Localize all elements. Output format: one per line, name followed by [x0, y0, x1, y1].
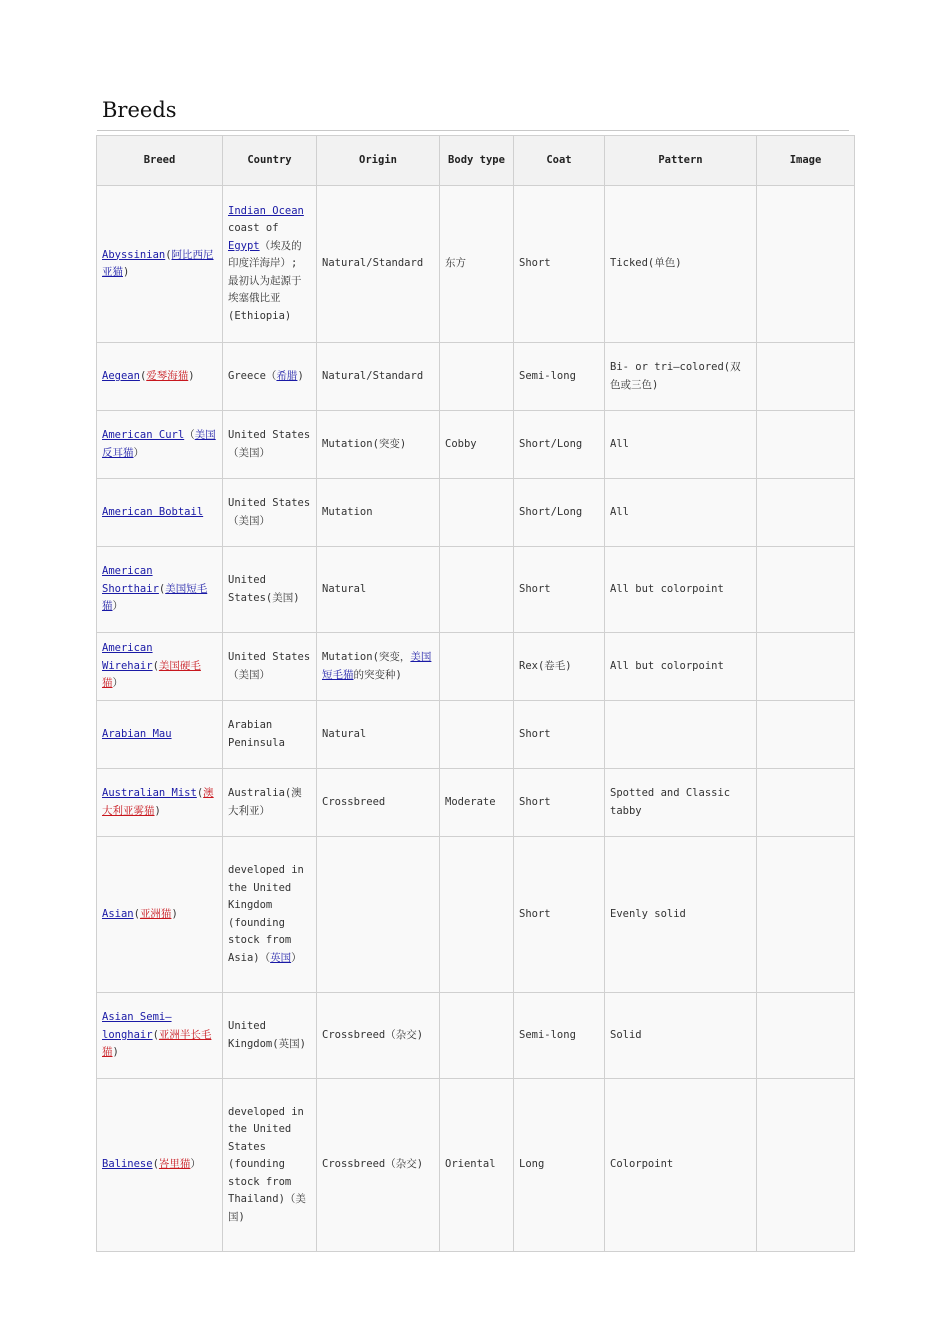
pattern-cell: Bi- or tri—colored(双色或三色)	[605, 343, 757, 411]
image-cell	[757, 633, 855, 701]
country-link[interactable]: Indian Ocean	[228, 204, 304, 217]
image-cell	[757, 547, 855, 633]
coat-cell: Long	[514, 1079, 605, 1252]
table-header-row	[97, 136, 855, 186]
country-cell: Indian Ocean coast of Egypt（埃及的印度洋海岸）; 最初认为起源于埃塞俄比亚(Ethiopia)	[223, 186, 317, 343]
table-row	[97, 837, 855, 993]
table-row	[97, 547, 855, 633]
breed-link[interactable]: American Wirehair	[102, 642, 153, 672]
origin-cell: Mutation(突变)	[317, 411, 440, 479]
breed-link[interactable]: Abyssinian	[102, 248, 166, 261]
breed-cell: American Shorthair(美国短毛猫）	[97, 547, 223, 633]
header-coat: Coat	[514, 136, 605, 186]
coat-cell: Short	[514, 769, 605, 837]
coat-cell: Short	[514, 547, 605, 633]
coat-cell: Rex(卷毛)	[514, 633, 605, 701]
origin-cell: Natural/Standard	[317, 186, 440, 343]
table-row	[97, 769, 855, 837]
body-type-cell: Moderate	[440, 769, 514, 837]
country-cell: developed in the United States (founding stock from Thailand)（美国)	[223, 1079, 317, 1252]
breed-link[interactable]: Aegean	[102, 369, 140, 382]
header-image: Image	[757, 136, 855, 186]
coat-cell: Semi-long	[514, 993, 605, 1079]
coat-cell: Short/Long	[514, 479, 605, 547]
breed-cell: Asian Semi—longhair(亚洲半长毛猫)	[97, 993, 223, 1079]
header-body-type: Body type	[440, 136, 514, 186]
breed-cell	[97, 479, 223, 547]
body-type-cell: 东方	[440, 186, 514, 343]
breed-cell: American Wirehair(美国硬毛猫）	[97, 633, 223, 701]
breed-cell: Aegean(爱琴海猫)	[97, 343, 223, 411]
table-row	[97, 701, 855, 769]
table-row	[97, 343, 855, 411]
image-cell	[757, 701, 855, 769]
breed-cn-link[interactable]: 亚洲猫	[139, 907, 172, 920]
table-row	[97, 411, 855, 479]
pattern-cell: Colorpoint	[605, 1079, 757, 1252]
origin-cell: Crossbreed	[317, 769, 440, 837]
header-breed: Breed	[97, 136, 223, 186]
breed-cn-link[interactable]: 峇里猫	[158, 1158, 191, 1171]
image-cell	[757, 343, 855, 411]
body-type-cell	[440, 633, 514, 701]
breed-cell: Abyssinian(阿比西尼亚猫)	[97, 186, 223, 343]
header-origin: Origin	[317, 136, 440, 186]
pattern-cell	[605, 701, 757, 769]
title-divider	[97, 130, 849, 131]
origin-link[interactable]: 美国短毛猫	[322, 651, 432, 681]
header-country: Country	[223, 136, 317, 186]
origin-cell: Crossbreed（杂交)	[317, 1079, 440, 1252]
breed-link[interactable]: American Curl	[102, 429, 185, 441]
header-pattern: Pattern	[605, 136, 757, 186]
country-link[interactable]: 希腊	[276, 369, 298, 382]
breed-cn-link[interactable]: 澳大利亚雾猫	[102, 787, 214, 817]
pattern-cell: Solid	[605, 993, 757, 1079]
page-title: Breeds	[102, 98, 177, 122]
breed-cell: American Curl（美国反耳猫）	[97, 411, 223, 479]
breed-link[interactable]: Asian Semi—longhair	[102, 1011, 172, 1041]
origin-cell	[317, 837, 440, 993]
country-link[interactable]: Egypt	[228, 239, 260, 252]
table-row	[97, 479, 855, 547]
origin-cell: Mutation(突变，美国短毛猫的突变种)	[317, 633, 440, 701]
table-row	[97, 1079, 855, 1252]
country-cell: United States(美国)	[223, 547, 317, 633]
coat-cell: Short/Long	[514, 411, 605, 479]
country-cell: United States（美国）	[223, 633, 317, 701]
coat-cell: Short	[514, 837, 605, 993]
body-type-cell	[440, 837, 514, 993]
pattern-cell: Ticked(单色)	[605, 186, 757, 343]
country-cell: Australia(澳大利亚）	[223, 769, 317, 837]
coat-cell: Short	[514, 701, 605, 769]
body-type-cell	[440, 701, 514, 769]
coat-cell: Short	[514, 186, 605, 343]
breeds-table	[96, 135, 855, 1252]
breed-cn-link[interactable]: 美国硬毛猫	[102, 659, 201, 690]
breed-link[interactable]: Arabian Mau	[102, 727, 172, 740]
origin-cell: Natural/Standard	[317, 343, 440, 411]
breed-cn-link[interactable]: 阿比西尼亚猫	[102, 248, 214, 278]
breed-link[interactable]: Asian	[102, 907, 134, 920]
breed-link[interactable]: Australian Mist	[102, 787, 197, 799]
pattern-cell: All but colorpoint	[605, 633, 757, 701]
table-row	[97, 993, 855, 1079]
table-row	[97, 186, 855, 343]
origin-cell: Natural	[317, 547, 440, 633]
country-cell: Arabian Peninsula	[223, 701, 317, 769]
pattern-cell: All	[605, 411, 757, 479]
country-cell: developed in the United Kingdom (founding stock from Asia)（英国）	[223, 837, 317, 993]
pattern-cell: Spotted and Classic tabby	[605, 769, 757, 837]
breed-cn-link[interactable]: 美国短毛猫	[102, 582, 208, 613]
breed-cell: Balinese(峇里猫）	[97, 1079, 223, 1252]
origin-cell: Mutation	[317, 479, 440, 547]
image-cell	[757, 993, 855, 1079]
image-cell	[757, 186, 855, 343]
origin-cell: Crossbreed（杂交)	[317, 993, 440, 1079]
body-type-cell	[440, 479, 514, 547]
breed-cn-link[interactable]: 亚洲半长毛猫	[102, 1028, 212, 1059]
breed-cell	[97, 701, 223, 769]
body-type-cell	[440, 547, 514, 633]
breed-cell: Asian(亚洲猫)	[97, 837, 223, 993]
country-cell: Greece（希腊)	[223, 343, 317, 411]
image-cell	[757, 769, 855, 837]
pattern-cell: Evenly solid	[605, 837, 757, 993]
body-type-cell: Cobby	[440, 411, 514, 479]
breed-link[interactable]: Balinese	[102, 1158, 153, 1171]
image-cell	[757, 411, 855, 479]
breed-cell: Australian Mist(澳大利亚雾猫)	[97, 769, 223, 837]
pattern-cell: All but colorpoint	[605, 547, 757, 633]
country-cell: United Kingdom(英国)	[223, 993, 317, 1079]
body-type-cell	[440, 993, 514, 1079]
body-type-cell: Oriental	[440, 1079, 514, 1252]
country-cell: United States（美国）	[223, 479, 317, 547]
country-cell: United States（美国）	[223, 411, 317, 479]
table-row	[97, 633, 855, 701]
image-cell	[757, 837, 855, 993]
breed-link[interactable]: American Shorthair	[102, 565, 159, 595]
pattern-cell: All	[605, 479, 757, 547]
breed-link[interactable]: American Bobtail	[102, 505, 204, 518]
coat-cell: Semi-long	[514, 343, 605, 411]
origin-cell: Natural	[317, 701, 440, 769]
country-link[interactable]: 英国	[270, 951, 292, 964]
image-cell	[757, 479, 855, 547]
breed-cn-link[interactable]: 美国反耳猫	[102, 429, 216, 459]
image-cell	[757, 1079, 855, 1252]
breed-cn-link[interactable]: 爱琴海猫	[146, 369, 189, 382]
body-type-cell	[440, 343, 514, 411]
